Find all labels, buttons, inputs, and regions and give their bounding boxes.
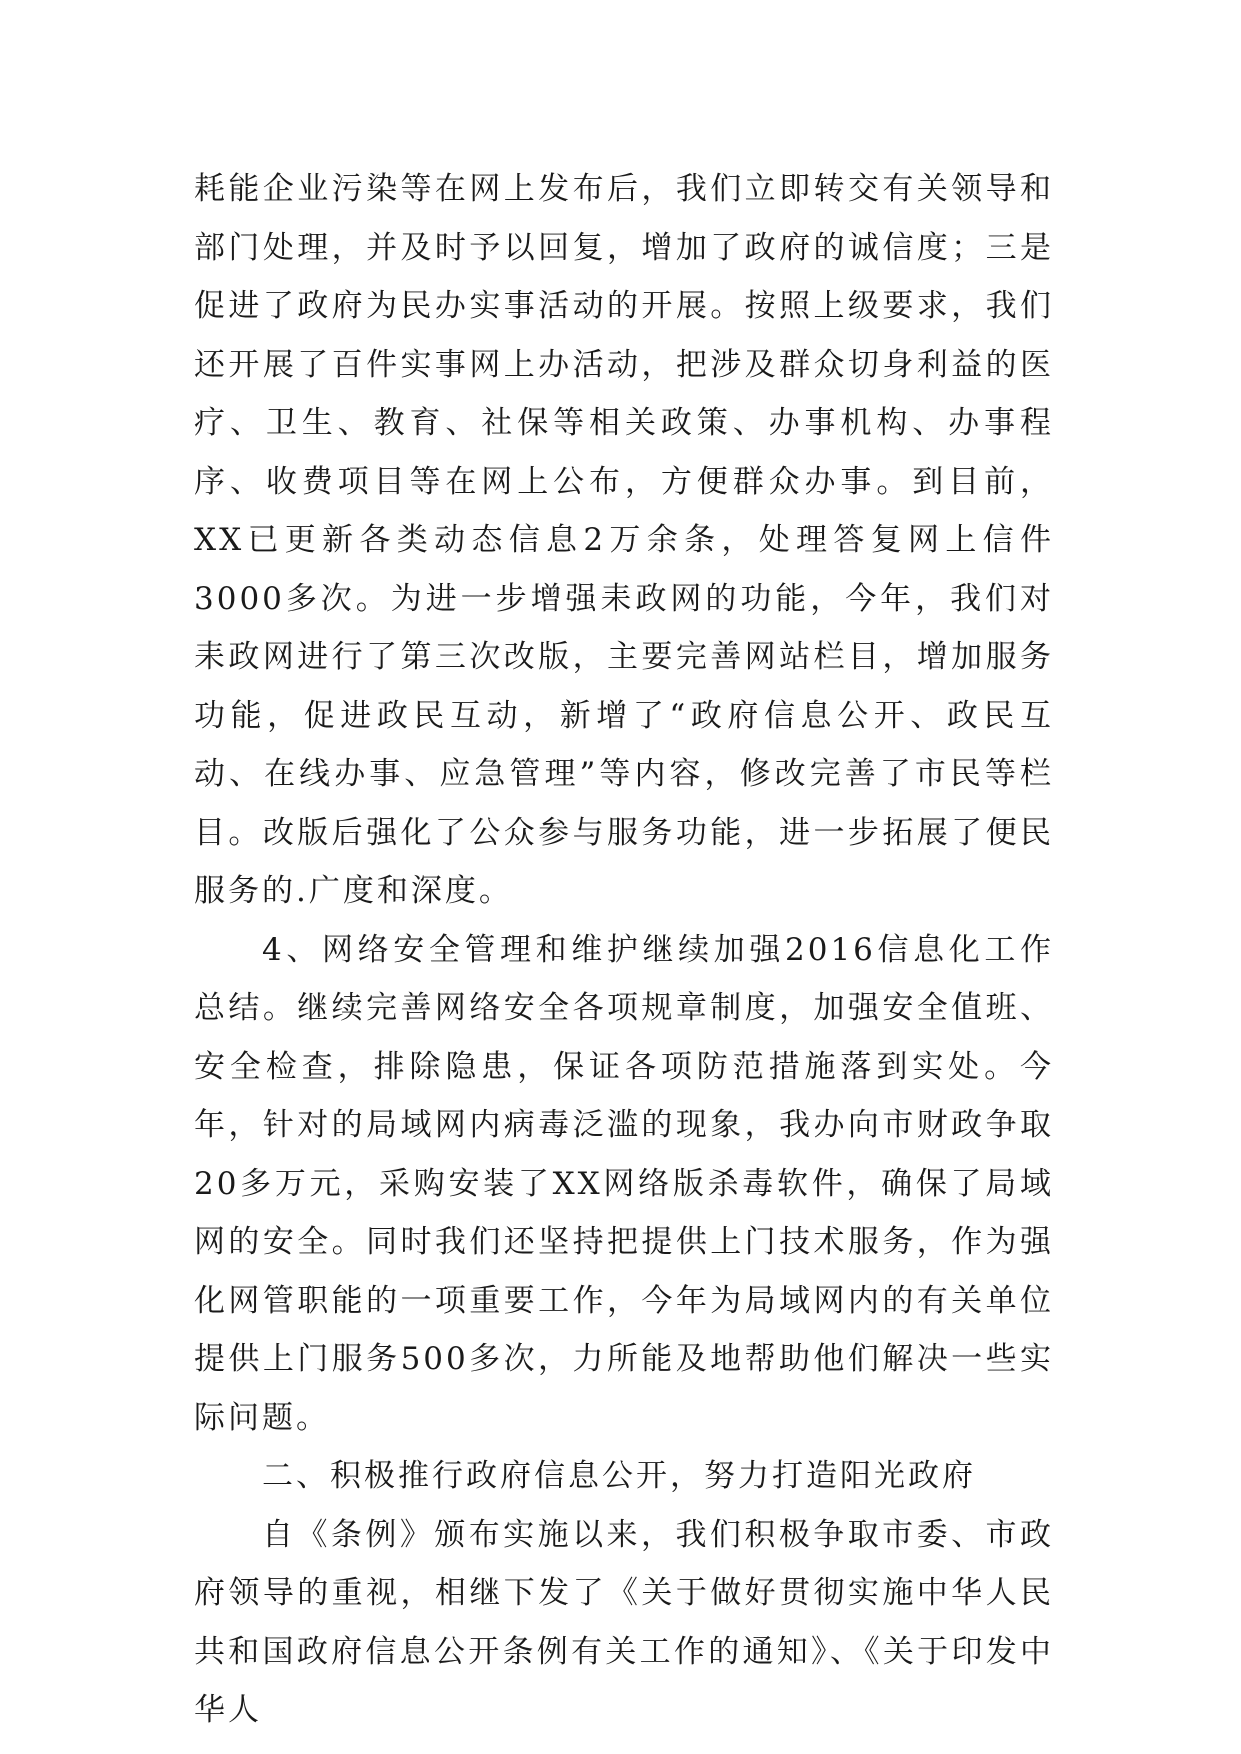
- document-body: [194, 160, 1054, 1740]
- section-heading-two: 二、积极推行政府信息公开，努力打造阳光政府: [262, 1458, 976, 1494]
- paragraph-continuation: 耗能企业污染等在网上发布后，我们立即转交有关领导和部门处理，并及时予以回复，增加了政府的诚信度；三是促进了政府为民办实事活动的开展。按照上级要求，我们还开展了百件实事网上办活动，把涉及群众切身利益的医疗、卫生、教育、社保等相关政策、办事机构、办事程序、收费项目等在网上公布，方便群众办事。到目前，XX已更新各类动态信息2万余条，处理答复网上信件3000多次。为进一步增强耒政网的功能，今年，我们对耒政网进行了第三次改版，主要完善网站栏目，增加服务功能，促进政民互动，新增了“政府信息公开、政民互动、在线办事、应急管理”等内容，修改完善了市民等栏目。改版后强化了公众参与服务功能，进一步拓展了便民服务的.广度和深度。: [194, 171, 1054, 909]
- paragraph-network-security: 4、网络安全管理和维护继续加强2016信息化工作总结。继续完善网络安全各项规章制度，加强安全值班、安全检查，排除隐患，保证各项防范措施落到实处。今年，针对的局域网内病毒泛滥的现象，我办向市财政争取20多万元，采购安装了XX网络版杀毒软件，确保了局域网的安全。同时我们还坚持把提供上门技术服务，作为强化网管职能的一项重要工作，今年为局域网内的有关单位提供上门服务500多次，力所能及地帮助他们解决一些实际问题。: [194, 931, 1054, 1436]
- paragraph-regulations: 自《条例》颁布实施以来，我们积极争取市委、市政府领导的重视，相继下发了《关于做好贯彻实施中华人民共和国政府信息公开条例有关工作的通知》、《关于印发中华人: [194, 1516, 1054, 1728]
